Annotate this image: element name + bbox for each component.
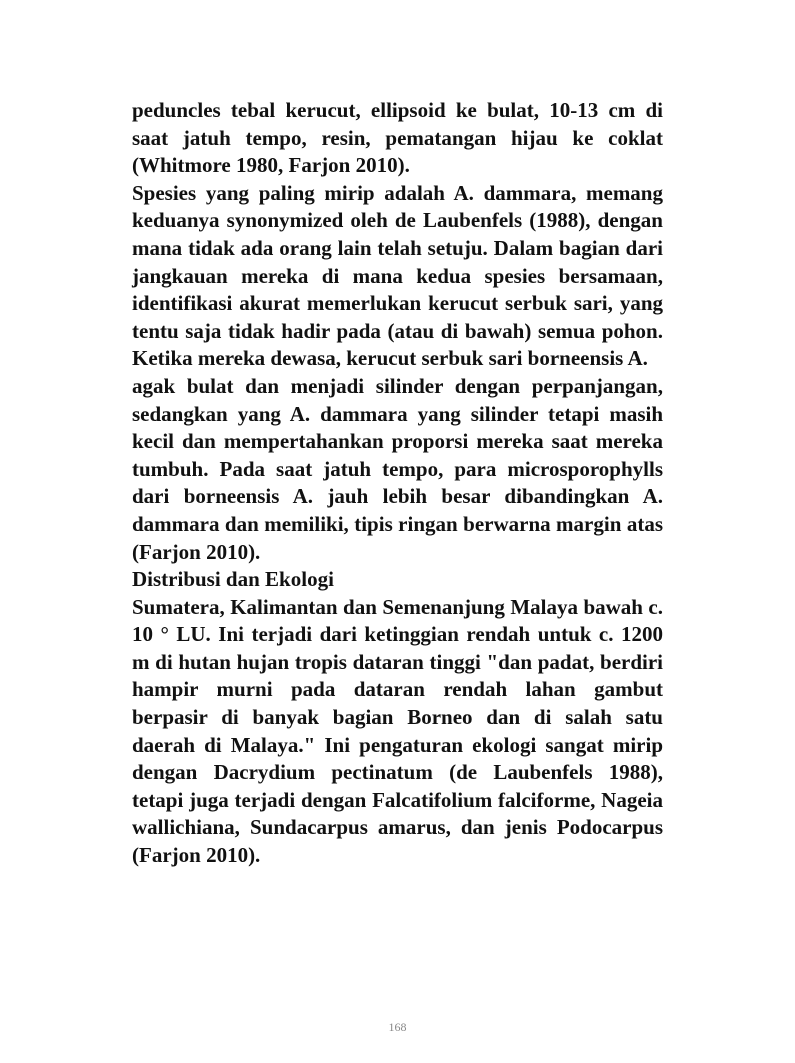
paragraph-similar-species: Spesies yang paling mirip adalah A. dammara, memang keduanya synonymized oleh de Laubenfels (1988), dengan mana tidak ada orang lain telah setuju. Dalam bagian dari jangkauan mereka di mana kedua spesies bersamaan, identifikasi akurat memerlukan kerucut serbuk sari, yang tentu saja tidak hadir pada (atau di bawah) semua pohon. Ketika mereka dewasa, kerucut serbuk sari borneensis A. [132, 180, 663, 371]
body-text [132, 97, 663, 870]
page-number: 168 [388, 1020, 407, 1034]
paragraph-distribution: Sumatera, Kalimantan dan Semenanjung Malaya bawah c. 10 ° LU. Ini terjadi dari ketinggian rendah untuk c. 1200 m di hutan hujan tropis dataran tinggi "dan padat, berdiri hampir murni pada dataran rendah lahan gambut berpasir di banyak bagian Borneo dan di salah satu daerah di Malaya." Ini pengaturan ekologi sangat mirip dengan Dacrydium pectinatum (de Laubenfels 1988), tetapi juga terjadi dengan Falcatifolium falciforme, Nageia wallichiana, Sundacarpus amarus, dan jenis Podocarpus (Farjon 2010). [132, 594, 663, 868]
paragraph-pollen-cones: agak bulat dan menjadi silinder dengan perpanjangan, sedangkan yang A. dammara yang silinder tetapi masih kecil dan mempertahankan proporsi mereka saat mereka tumbuh. Pada saat jatuh tempo, para microsporophylls dari borneensis A. jauh lebih besar dibandingkan A. dammara dan memiliki, tipis ringan berwarna margin atas (Farjon 2010). [132, 373, 663, 564]
section-heading-distribution: Distribusi dan Ekologi [132, 567, 334, 592]
paragraph-cone-description: peduncles tebal kerucut, ellipsoid ke bulat, 10-13 cm di saat jatuh tempo, resin, pematangan hijau ke coklat (Whitmore 1980, Farjon 2010). [132, 98, 663, 178]
